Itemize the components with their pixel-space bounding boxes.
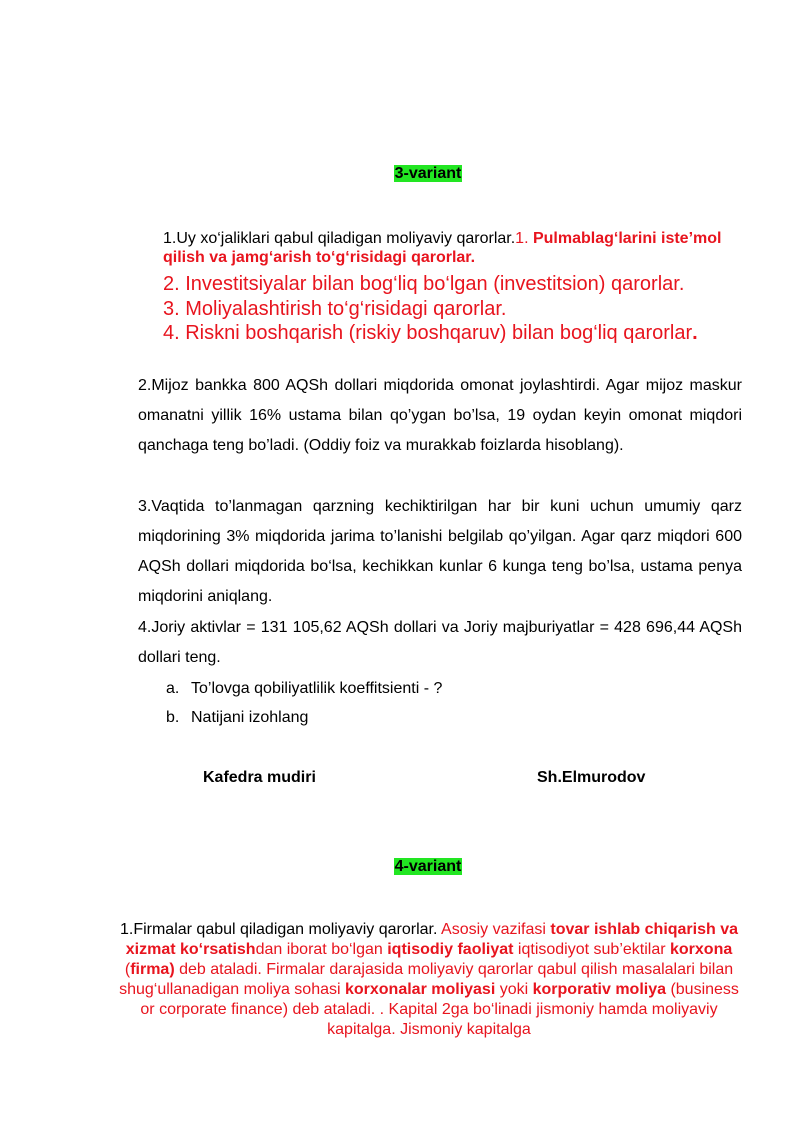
v4-question-1 [116, 920, 742, 1040]
v4-q1-run-1: tovar ishlab chiqarish va xizmat ko‘rsatish [125, 921, 739, 958]
v4-q1-run-4: iqtisodiyot sub’ektilar [513, 941, 670, 958]
v3-q4-item-b-text: Natijani izohlang [191, 709, 309, 726]
v3-question-2: 2.Mijoz bankka 800 AQSh dollari miqdorida omonat joylashtirdi. Agar mijoz maskur omanatni yillik 16% ustama bilan qo’ygan bo’lsa, 19 oydan keyin omonat miqdori qanchaga teng bo’ladi. (Oddiy foiz va murakkab foizlarda hisoblang). [138, 377, 742, 454]
v4-q1-run-9: korxonalar moliyasi [344, 981, 496, 998]
v3-question-4: 4.Joriy aktivlar = 131 105,62 AQSh dollari va Joriy majburiyatlar = 428 696,44 AQSh dollari teng. [138, 619, 742, 666]
v3-question-1 [163, 229, 743, 267]
v4-q1-run-12: (business or corporate finance) deb ataladi. . Kapital 2ga bo‘linadi jismoniy hamda moliyaviy kapitalga. Jismoniy kapitalga [140, 981, 739, 1038]
v3-q4-item-a [166, 674, 442, 704]
variant-4-heading-wrap [0, 858, 800, 876]
v3-q1-item-4-wrap [163, 321, 698, 345]
v4-q1-run-11: korporativ moliya [532, 981, 666, 998]
v3-q1-prefix: 1.Uy xo‘jaliklari qabul qiladigan moliyaviy qarorlar. [163, 230, 516, 247]
variant-3-heading-wrap [0, 165, 800, 183]
v3-signature-name: Sh.Elmurodov [537, 769, 646, 786]
v3-q1-item-3: 3. Moliyalashtirish to‘g‘risidagi qarorlar. [163, 298, 507, 320]
v3-q4-item-a-text: To’lovga qobiliyatlilik koeffitsienti - ? [191, 680, 443, 697]
v4-q1-run-10: yoki [495, 981, 533, 998]
variant-3-heading: 3-variant [394, 165, 462, 182]
v4-q1-run-8: deb ataladi. Firmalar darajasida moliyaviy qarorlar qabul qilish masalalari bilan shug‘ullanadigan moliya sohasi [119, 961, 734, 998]
v4-q1-run-2: dan iborat bo‘lgan [255, 941, 388, 958]
v4-q1-run-6: ( [124, 961, 131, 978]
v4-q1-run-7: firma) [130, 961, 175, 978]
v3-q4-item-b-marker: b. [166, 709, 180, 726]
v3-q1-item-4: 4. Riskni boshqarish (riskiy boshqaruv) bilan bog‘liq qarorlar [163, 322, 693, 344]
v3-signature-title: Kafedra mudiri [203, 769, 316, 786]
v3-q4-item-b [166, 703, 308, 733]
v4-q1-run-0: Asosiy vazifasi [437, 921, 551, 938]
v4-q1-run-3: iqtisodiy faoliyat [387, 941, 514, 958]
v3-q1-item-2: 2. Investitsiyalar bilan bog‘liq bo‘lgan (investitsion) qarorlar. [163, 273, 685, 295]
v4-q1-prefix: 1.Firmalar qabul qiladigan moliyaviy qarorlar. [119, 921, 438, 938]
v3-question-3: 3.Vaqtida to’lanmagan qarzning kechiktirilgan har bir kuni uchun umumiy qarz miqdorining 3% miqdorida jarima to’lanishi belgilab qo’yilgan. Agar qarz miqdori 600 AQSh dollari miqdorida bo‘lsa, kechikkan kunlar 6 kunga teng bo’lsa, ustama penya miqdorini aniqlang. [138, 498, 742, 605]
v3-q1-bold: Pulmablag‘larini iste’mol qilish va jamg‘arish to‘g‘risidagi qarorlar. [163, 230, 722, 266]
v3-q1-num: 1. [515, 230, 533, 247]
v3-q4-item-a-marker: a. [166, 680, 180, 697]
v4-q1-run-5: korxona [670, 941, 733, 958]
variant-4-heading: 4-variant [394, 858, 462, 875]
v3-q1-item-4-dot: . [692, 322, 698, 344]
